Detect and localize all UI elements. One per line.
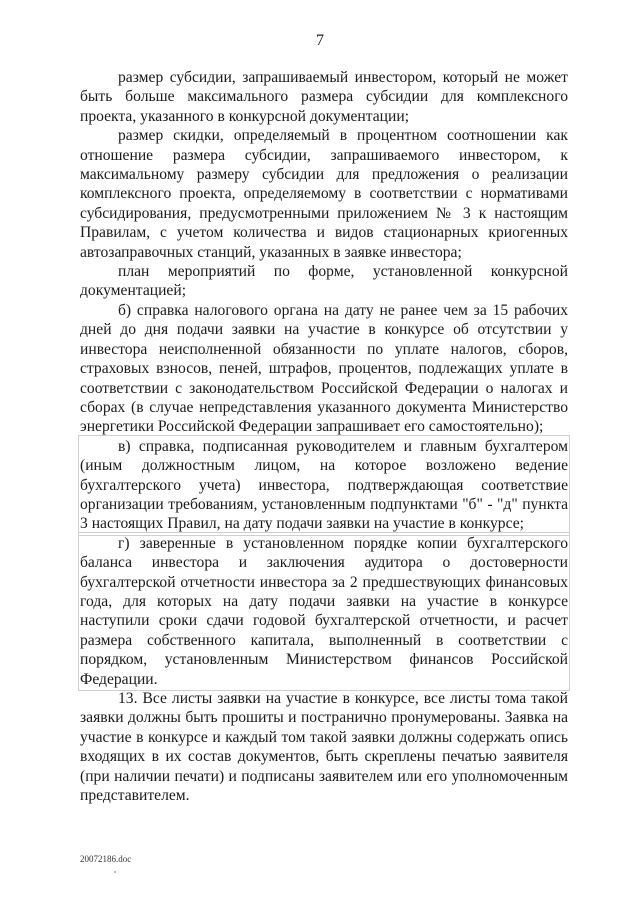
page-number: 7 <box>316 32 324 49</box>
paragraph-13-application-sheets: 13. Все листы заявки на участие в конкурсе, все листы тома такой заявки должны быть прошиты и постранично пронумерованы. Заявка на участие в конкурсе и каждый том такой заявки должны содержать опись входящих в их состав документов, быть скреплены печатью заявителя (при наличии печати) и подписаны заявителем или его уполномоченным представителем. <box>80 690 568 805</box>
paragraph-balance-copies: г) заверенные в установленном порядке копии бухгалтерского баланса инвестора и заключения аудитора о достоверности бухгалтерской отчетности инвестора за 2 предшествующих финансовых года, для которых на дату подачи заявки на участие в конкурсе наступили сроки сдачи годовой бухгалтерской отчетности, и расчет размера собственного капитала, выполненный в соответствии с порядком, установленным Министерством финансов Российской Федерации. <box>80 534 568 688</box>
paragraph-action-plan: план мероприятий по форме, установленной конкурсной документацией; <box>80 263 568 300</box>
document-body <box>80 68 568 805</box>
paragraph-discount-size: размер скидки, определяемый в процентном соотношении как отношение размера субсидии, запрашиваемого инвестором, к максимальному размеру субсидии для предложения о реализации комплексного проекта, определяемому в соответствии с нормативами субсидирования, предусмотренными приложением № 3 к настоящим Правилам, с учетом количества и видов стационарных криогенных автозаправочных станций, указанных в заявке инвестора; <box>80 127 568 261</box>
scan-dot <box>114 871 116 873</box>
paragraph-subsidy-size: размер субсидии, запрашиваемый инвестором, который не может быть больше максимального размера субсидии для комплексного проекта, указанного в конкурсной документации; <box>80 69 568 125</box>
footer-filename: 20072186.doc <box>80 854 132 864</box>
paragraph-tax-certificate: б) справка налогового органа на дату не ранее чем за 15 рабочих дней до дня подачи заявки на участие в конкурсе об отсутствии у инвестора неисполненной обязанности по уплате налогов, сборов, страховых взносов, пеней, штрафов, процентов, подлежащих уплате в соответствии с законодательством Российской Федерации о налогах и сборах (в случае непредставления указанного документа Министерство энергетики Российской Федерации запрашивает его самостоятельно); <box>80 301 568 436</box>
paragraph-accountant-certificate: в) справка, подписанная руководителем и главным бухгалтером (иным должностным лицом, на которое возложено ведение бухгалтерского учета) инвестора, подтверждающая соответствие организации требованиям, установленным подпунктами "б" - "д" пункта 3 настоящих Правил, на дату подачи заявки на участие в конкурсе; <box>80 437 568 533</box>
